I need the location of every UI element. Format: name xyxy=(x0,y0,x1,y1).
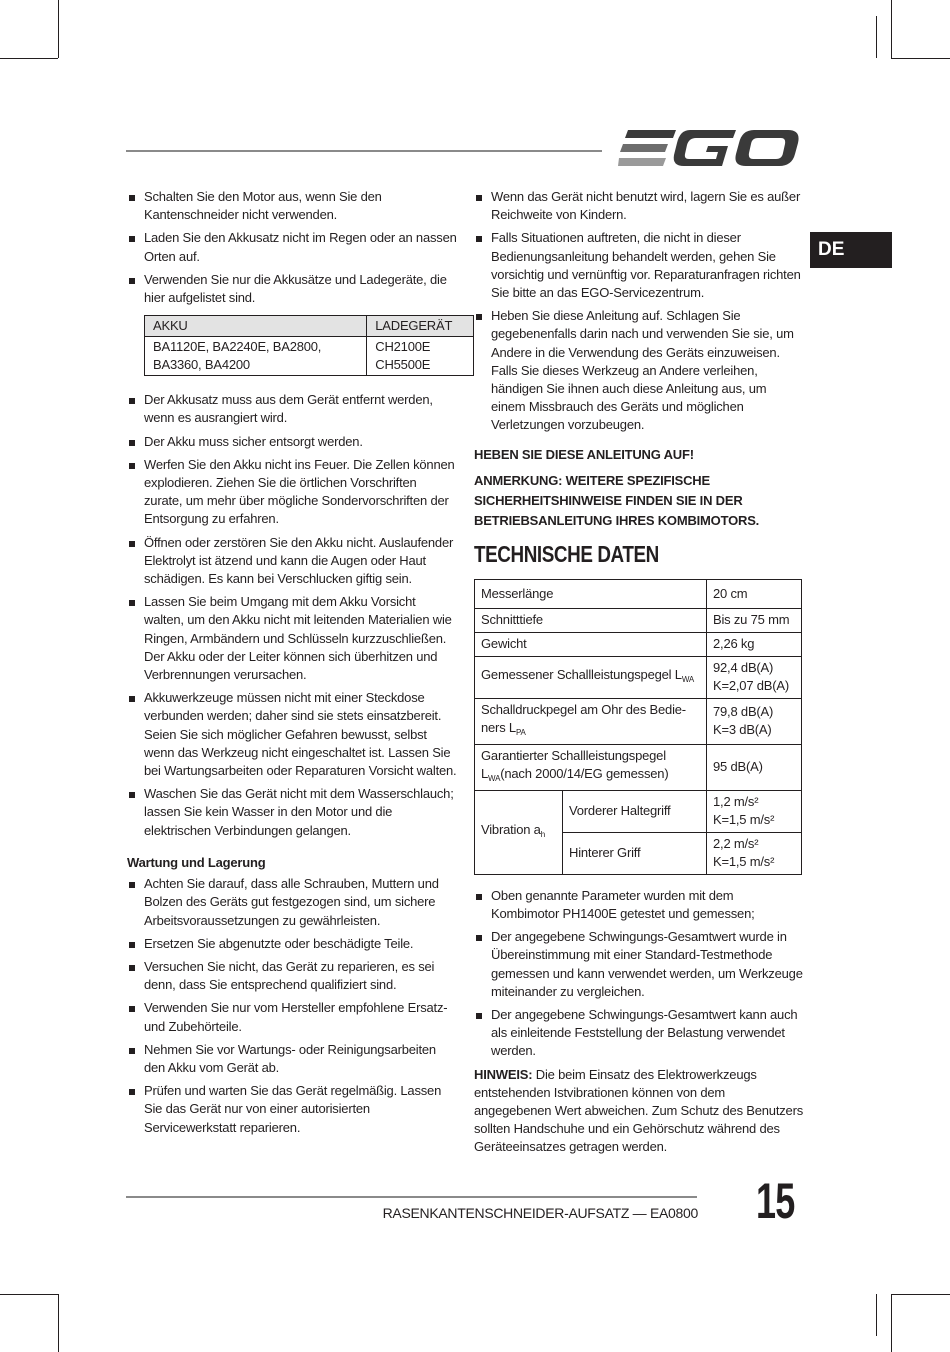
list-item: Verwenden Sie nur die Akkusätze und Ladegeräte, die hier aufgelistet sind. xyxy=(127,271,457,307)
footer-title: RASENKANTENSCHNEIDER-AUFSATZ — EA0800 xyxy=(382,1205,698,1221)
cell-label: Gemessener Schallleistungspegel L xyxy=(481,666,682,682)
cell-value: 92,4 dB(A) xyxy=(713,660,774,676)
list-item: Falls Situationen auftreten, die nicht in dieser Bedienungsanleitung behandelt werden, gehen Sie vorsichtig und vernünftig vor. Reparaturanfragen richten Sie bitte an das EGO-Servicezentrum. xyxy=(474,229,804,302)
table-cell xyxy=(475,656,707,698)
table-row xyxy=(475,698,802,744)
table-cell xyxy=(707,832,802,874)
table-cell: Vorderer Haltegriff xyxy=(563,790,707,832)
table-cell xyxy=(475,698,707,744)
left-column xyxy=(127,188,457,1142)
table-cell: 95 dB(A) xyxy=(707,744,802,790)
table-cell xyxy=(707,656,802,698)
subscript: h xyxy=(540,829,545,839)
page-number: 15 xyxy=(756,1173,795,1229)
table-cell xyxy=(707,790,802,832)
subscript: WA xyxy=(681,674,695,684)
table-cell: 2,26 kg xyxy=(707,632,802,656)
header-rule xyxy=(126,150,602,152)
notes-list xyxy=(474,887,804,1061)
table-cell: Messerlänge xyxy=(475,579,707,608)
cell-label: Garantierter Schallleistungspegel xyxy=(481,747,666,763)
list-item: Laden Sie den Akkusatz nicht im Regen oder an nassen Orten auf. xyxy=(127,229,457,265)
cell-value: 2,2 m/s² xyxy=(713,836,759,852)
list-item: Der angegebene Schwingungs-Gesamtwert wurde in Übereinstimmung mit einer Standard-Testmethode gemessen und kann verwendet werden, um Werkzeuge miteinander zu vergleichen. xyxy=(474,928,804,1001)
subscript: PA xyxy=(515,727,526,737)
table-row xyxy=(475,632,802,656)
cell-label: Vibration a xyxy=(481,821,541,837)
cell-value: 1,2 m/s² xyxy=(713,794,759,810)
cell-value: 79,8 dB(A) xyxy=(713,704,774,720)
table-cell xyxy=(707,698,802,744)
note-paragraph xyxy=(474,1066,804,1157)
cell-label: (nach 2000/14/EG gemessen) xyxy=(500,765,669,781)
list-item: Waschen Sie das Gerät nicht mit dem Wasserschlauch; lassen Sie kein Wasser in den Motor und die elektrischen Verbindungen gelangen. xyxy=(127,785,457,840)
note-label: HINWEIS: xyxy=(474,1066,533,1082)
table-row xyxy=(475,790,802,832)
cell-value: K=3 dB(A) xyxy=(713,722,772,738)
safety-list-battery xyxy=(127,391,457,840)
table-row xyxy=(475,744,802,790)
list-item: Der Akkusatz muss aus dem Gerät entfernt werden, wenn es ausrangiert wird. xyxy=(127,391,457,427)
note-text: Die beim Einsatz des Elektrowerkzeugs entstehenden Istvibrationen können von dem angegebenen Wert abweichen. Zum Schutz des Benutzers sollten Handschuhe und ein Gehörschutz während des Geräteeinsatzes getragen werden. xyxy=(474,1066,804,1155)
technical-data-table xyxy=(474,579,802,875)
list-item: Schalten Sie den Motor aus, wenn Sie den Kantenschneider nicht verwenden. xyxy=(127,188,457,224)
list-item: Verwenden Sie nur vom Hersteller empfohlene Ersatz- und Zubehörteile. xyxy=(127,999,457,1035)
table-cell: CH2100E CH5500E xyxy=(367,337,474,376)
table-header: LADEGERÄT xyxy=(367,316,474,337)
list-item: Lassen Sie beim Umgang mit dem Akku Vorsicht walten, um den Akku nicht mit leitenden Materialien wie Ringen, Armbändern und Schlüsseln kurzzuschließen. Der Akku oder der Leiter können sich überhitzen und Verbrennungen verursachen. xyxy=(127,593,457,684)
section-title: TECHNISCHE DATEN xyxy=(474,540,659,567)
safety-list-top xyxy=(127,188,457,307)
table-cell: 20 cm xyxy=(707,579,802,608)
list-item: Heben Sie diese Anleitung auf. Schlagen Sie gegebenenfalls darin nach und verwenden Sie sie, um Andere in die Verwendung des Geräts einzuweisen. Falls Sie dieses Werkzeug an Andere verleihen, händigen Sie ihnen auch diese Anleitung aus, um einem Missbrauch des Geräts und möglichen Verletzungen vorzubeugen. xyxy=(474,307,804,434)
list-item: Oben genannte Parameter wurden mit dem Kombimotor PH1400E getestet und gemessen; xyxy=(474,887,804,923)
table-row xyxy=(475,656,802,698)
table-cell: Gewicht xyxy=(475,632,707,656)
table-cell: Schnitttiefe xyxy=(475,608,707,632)
table-header: AKKU xyxy=(145,316,367,337)
cell-label: Schalldruckpegel am Ohr des Bedie- xyxy=(481,701,686,717)
table-cell xyxy=(475,790,563,874)
table-row xyxy=(475,608,802,632)
list-item: Nehmen Sie vor Wartungs- oder Reinigungsarbeiten den Akku vom Gerät ab. xyxy=(127,1041,457,1077)
remark: ANMERKUNG: WEITERE SPEZIFISCHE SICHERHEITSHINWEISE FINDEN SIE IN DER BETRIEBSANLEITUNG IHRES KOMBIMOTORS. xyxy=(474,472,760,528)
list-item: Der angegebene Schwingungs-Gesamtwert kann auch als einleitende Feststellung der Belastung verwendet werden. xyxy=(474,1006,804,1061)
cell-value: K=1,5 m/s² xyxy=(713,854,775,870)
list-item: Ersetzen Sie abgenutzte oder beschädigte Teile. xyxy=(127,935,457,953)
right-column xyxy=(474,188,804,1157)
list-item: Achten Sie darauf, dass alle Schrauben, Muttern und Bolzen des Geräts gut festgezogen sind, um sichere Arbeitsvoraussetzungen zu gewährleisten. xyxy=(127,875,457,930)
cell-label: L xyxy=(481,765,489,781)
battery-charger-table xyxy=(144,315,474,376)
list-item: Der Akku muss sicher entsorgt werden. xyxy=(127,433,457,451)
table-row xyxy=(475,579,802,608)
list-item: Versuchen Sie nicht, das Gerät zu reparieren, es sei denn, dass Sie entsprechend qualifiziert sind. xyxy=(127,958,457,994)
list-item: Akkuwerkzeuge müssen nicht mit einer Steckdose verbunden werden; daher sind sie stets einsatzbereit. Seien Sie sich möglicher Gefahren bewusst, selbst wenn das Werkzeug nicht eingeschaltet ist. Lassen Sie bei Wartungsarbeiten oder Reparaturen Vorsicht walten. xyxy=(127,689,457,780)
footer-rule xyxy=(126,1196,697,1198)
list-item: Wenn das Gerät nicht benutzt wird, lagern Sie es außer Reichweite von Kindern. xyxy=(474,188,804,224)
subscript: WA xyxy=(488,773,501,783)
maintenance-list xyxy=(127,875,457,1137)
maintenance-heading: Wartung und Lagerung xyxy=(127,854,266,870)
table-cell: BA1120E, BA2240E, BA2800, BA3360, BA4200 xyxy=(145,337,367,376)
list-item: Werfen Sie den Akku nicht ins Feuer. Die Zellen können explodieren. Ziehen Sie die örtlichen Vorschriften zurate, um mehr über mögliche Sondervorschriften der Entsorgung zu erfahren. xyxy=(127,456,457,529)
safety-list-right xyxy=(474,188,804,435)
language-tab: DE xyxy=(810,232,892,268)
cell-label: ners L xyxy=(481,719,516,735)
list-item: Prüfen und warten Sie das Gerät regelmäßig. Lassen Sie das Gerät nur von einer autorisierten Servicewerkstatt reparieren. xyxy=(127,1082,457,1137)
table-cell: Hinterer Griff xyxy=(563,832,707,874)
ego-logo xyxy=(618,128,800,170)
list-item: Öffnen oder zerstören Sie den Akku nicht. Auslaufender Elektrolyt ist ätzend und kann die Augen oder Haut schädigen. Es kann bei Verschlucken giftig sein. xyxy=(127,534,457,589)
cell-value: K=1,5 m/s² xyxy=(713,812,775,828)
save-notice: HEBEN SIE DIESE ANLEITUNG AUF! xyxy=(474,446,694,462)
table-cell: Bis zu 75 mm xyxy=(707,608,802,632)
table-cell xyxy=(475,744,707,790)
cell-value: K=2,07 dB(A) xyxy=(713,678,790,694)
